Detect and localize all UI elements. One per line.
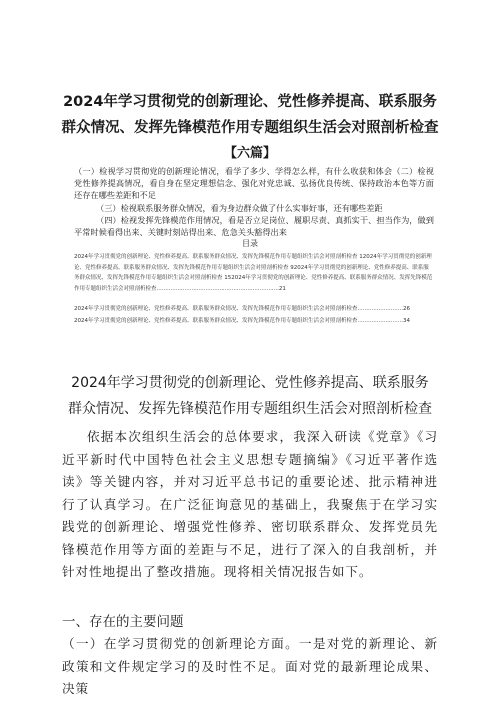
question-1-2: （一）检视学习贯彻党的创新理论情况，看学了多少、学得怎么样，有什么收获和体会（二）检视党性修养提高情况，看自身在坚定理想信念、强化对党忠诚、弘扬优良传统、保持政治本色等方面还存在哪些差距和不足 [74, 166, 434, 201]
intro-paragraph: 依据本次组织生活会的总体要求，我深入研读《党章》《习近平新时代中国特色社会主义思想专题摘编》《习近平著作选读》等关键内容，并对习近平总书记的重要论述、批示精神进行了认真学习。在广泛征询意见的基础上，我聚焦于在学习实践党的创新理论、增强党性修养、密切联系群众、发挥党员先锋模范作用等方面的差距与不足，进行了深入的自我剖析，并针对性地提出了整改措施。现将相关情况报告如下。 [62, 429, 438, 579]
cover-title-line1: 2024年学习贯彻党的创新理论、党性修养提高、联系服务 [63, 94, 437, 110]
cover-title-line2: 群众情况、发挥先锋模范作用专题组织生活会对照剖析检查 [61, 120, 439, 136]
section-1-heading: 一、存在的主要问题 [62, 614, 184, 630]
cover-tag: 【六篇】 [223, 146, 276, 161]
toc-entry-3[interactable]: 2024年学习贯彻党的创新理论、党性修养提高、联系服务群众情况、发挥先锋模范作用专题组织生活会对照剖析检查..........................34 [74, 318, 410, 324]
question-4: （四）检视发挥先锋模范作用情况，看是否立足岗位、履职尽责、真抓实干、担当作为，做到平常时候看得出来、关键时刻站得出来、危急关头豁得出来 [74, 215, 434, 238]
question-3: （三）检视联系服务群众情况，看为身边群众做了什么实事好事，还有哪些差距 [96, 203, 383, 213]
toc-heading: 目录 [242, 239, 258, 248]
toc-entry-1[interactable]: 2024年学习贯彻党的创新理论、党性修养提高、联系服务群众情况、发挥先锋模范作用专题组织生活会对照剖析检查 12024年学习贯彻党的创新理论、党性修养提高、联系服务群众情况、发挥先锋模范作用专题组织生活会对照剖析检查 92024年学习贯彻党的创新理论、党性修养提高、联系服务群众情况、发挥先锋模范作用专题组织生活会对照剖析检查 152024年学习贯彻党的创新理论、党性修养提高、联系服务群众情况、发挥先锋模范作用专题组织生活会对照剖析检查......................................................................21 [74, 254, 433, 293]
toc-entry-2[interactable]: 2024年学习贯彻党的创新理论、党性修养提高、联系服务群众情况、发挥先锋模范作用专题组织生活会对照剖析检查..........................26 [74, 306, 410, 312]
section-1-paragraph: （一）在学习贯彻党的创新理论方面。一是对党的新理论、新政策和文件规定学习的及时性不足。面对党的最新理论成果、决策 [62, 636, 438, 696]
article-title-line2: 群众情况、发挥先锋模范作用专题组织生活会对照剖析检查 [68, 401, 432, 417]
article-title-line1: 2024年学习贯彻党的创新理论、党性修养提高、联系服务 [71, 375, 429, 391]
